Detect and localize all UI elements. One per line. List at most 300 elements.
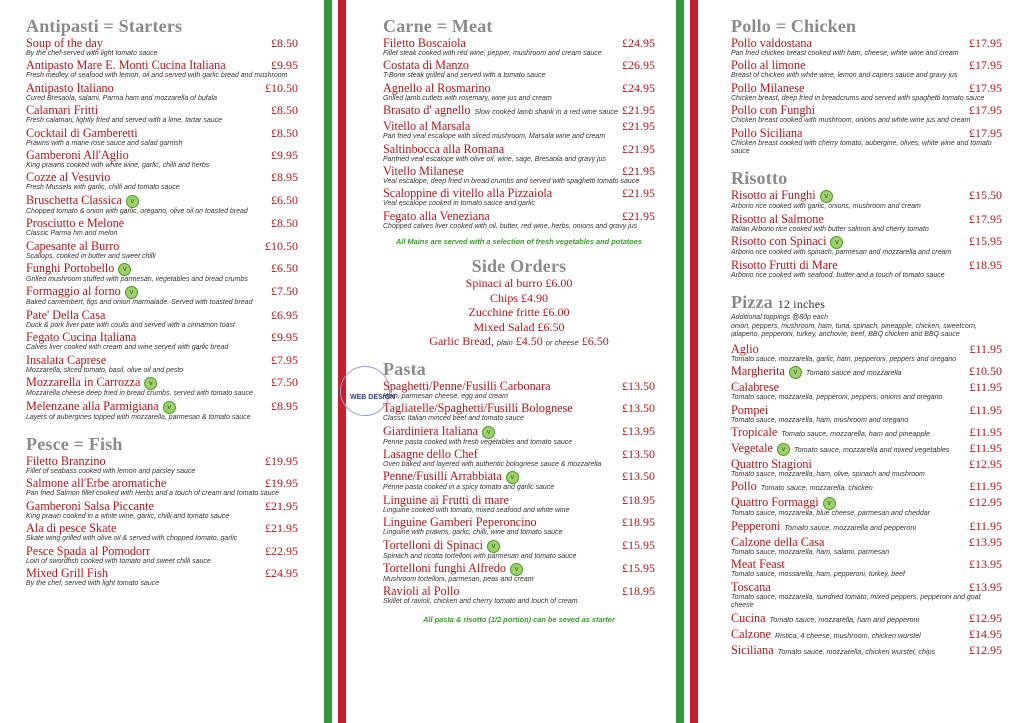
- menu-item-calzone-della-casa: [731, 535, 1002, 557]
- menu-item-margherita: [731, 364, 1002, 380]
- menu-item-price: £19.95: [265, 453, 298, 468]
- menu-item-row: [383, 493, 655, 507]
- menu-item-name: [26, 261, 131, 276]
- menu-item-row: [26, 58, 298, 72]
- menu-item-price: £8.95: [271, 170, 298, 185]
- vegetarian-icon: v: [823, 497, 836, 510]
- section-title-pasta: Pasta: [383, 358, 426, 379]
- menu-item-row: [26, 239, 298, 253]
- menu-item-mixed-grill-fish: [26, 566, 298, 588]
- menu-item-row: [26, 81, 298, 95]
- menu-item-price: £6.95: [271, 307, 298, 322]
- menu-item-description: Penne pasta cooked in a spicy tomato and garlic sauce: [383, 484, 555, 492]
- menu-item-name-text: Soup of the day: [26, 36, 103, 50]
- pollo-list: [731, 36, 1002, 156]
- menu-item-description: Mushroom tortelloni, parmesan, peas and cream: [383, 576, 534, 583]
- menu-item-name: [383, 447, 478, 461]
- menu-item-description: Tomato sauce, mozzarella, pepperoni, peppers, onions and oregano: [731, 394, 943, 402]
- menu-item-row: [731, 258, 1002, 272]
- menu-item-price: £9.95: [271, 330, 298, 345]
- menu-item-name: [26, 81, 114, 95]
- menu-item-row: [731, 364, 1002, 380]
- menu-item-risotto-con-spinaci: [731, 234, 1002, 257]
- menu-item-price: £11.95: [969, 479, 1002, 494]
- menu-item-price: £12.95: [969, 495, 1002, 510]
- menu-item-name: [383, 58, 469, 72]
- vegetarian-icon: v: [144, 377, 157, 390]
- menu-item-price: £10.50: [265, 238, 298, 253]
- menu-item-name-text: Siciliana: [731, 642, 774, 657]
- menu-item-name: [26, 103, 98, 117]
- menu-item-description: Spinach and ricotta tortelloni with parmesan and tomato sauce: [383, 552, 577, 560]
- menu-item-description: Tomato sauce, mozzarella, ham, salami, parmesan: [731, 548, 890, 556]
- menu-item-price: £11.95: [969, 341, 1002, 356]
- menu-item-price: £13.95: [969, 557, 1002, 572]
- menu-item-name: [383, 103, 618, 119]
- vegetarian-icon: v: [487, 540, 500, 553]
- menu-item-row: [731, 425, 1002, 441]
- menu-item-name-text: Tagliatelle/Spaghetti/Fusilli Bolognese: [383, 401, 573, 416]
- menu-item-name: [383, 584, 460, 598]
- menu-item-description: T-Bone steak grilled and served with a tomato sauce: [383, 72, 546, 80]
- menu-item-name-text: Linguine Gamberi Peperoncino: [383, 515, 537, 530]
- menu-item-row: [731, 627, 1002, 643]
- menu-item-name: [26, 36, 103, 50]
- menu-item-price: £13.95: [622, 423, 655, 438]
- menu-item-tortelloni-funghi-alfredo: [383, 561, 655, 584]
- menu-item-row: [731, 36, 1002, 50]
- menu-item-price: £12.95: [969, 642, 1002, 657]
- menu-item-description: Skillet of ravioli, chicken and cherry tomato and touch of cream: [383, 598, 578, 606]
- menu-item-price: £13.50: [622, 446, 655, 461]
- menu-item-price: £12.95: [969, 457, 1002, 472]
- menu-item-description: Fresh calamari, lightly fried and served with a lime, tartar sauce: [26, 117, 223, 125]
- mains-note: All Mains are served with a selection of fresh vegetables and potatoes: [395, 237, 643, 247]
- menu-column-middle: [383, 0, 655, 723]
- menu-item-insalata-caprese: [26, 353, 298, 375]
- menu-item-description: Tomato sauce, mozzarella, blue cheese, parmesan and cheddar: [731, 510, 930, 518]
- menu-item-name-text: Mozzarella in Carrozza: [26, 375, 141, 390]
- garlic-bread-price-plain: £4.50: [515, 334, 543, 349]
- menu-item-price: £8.50: [271, 125, 298, 140]
- menu-item-price: £12.95: [969, 610, 1002, 625]
- menu-item-row: [26, 284, 298, 299]
- menu-item-row: [731, 441, 1002, 457]
- menu-item-price: £17.95: [969, 211, 1002, 226]
- menu-item-row: [731, 103, 1002, 117]
- menu-item-name: [26, 148, 129, 162]
- menu-item-filetto-branzino: [26, 454, 298, 476]
- menu-item-name: [26, 330, 136, 344]
- menu-item-row: [26, 476, 298, 490]
- side-item-spinaci: Spinaci al burro £6.00: [465, 276, 573, 291]
- section-title-pizza: [731, 292, 1002, 314]
- menu-item-name-text: Filetto Boscaiola: [383, 36, 466, 50]
- menu-item-price: £21.95: [265, 521, 298, 536]
- menu-item-description: Duck & pork liver pate with coulis and served with a cinnamon toast: [26, 321, 235, 329]
- pizza-toppings-title: Additional toppings @80p each: [731, 314, 829, 322]
- menu-item-row: [383, 186, 655, 200]
- menu-item-name-text: Filetto Branzino: [26, 453, 106, 468]
- menu-item-name-text: Agnello al Rosmarino: [383, 80, 491, 95]
- menu-item-vitello-milanese: [383, 164, 655, 186]
- pasta-note: All pasta & risotto (1/2 portion) can be seved as starter: [423, 614, 615, 624]
- menu-item-price: £15.50: [969, 188, 1002, 203]
- side-item-mixed-salad: Mixed Salad £6.50: [473, 319, 565, 334]
- menu-item-row: [731, 580, 1002, 594]
- menu-item-vitello-al-marsala: [383, 119, 655, 141]
- menu-item-description: King prawn cooked in a white wine, garlic, chilli and tomato sauce: [26, 512, 230, 520]
- menu-item-row: [383, 401, 655, 415]
- menu-item-row: [383, 119, 655, 133]
- menu-item-name-text: Vegetale: [731, 441, 773, 456]
- menu-item-name-text: Meat Feast: [731, 557, 785, 572]
- garlic-bread-plain: plain: [496, 338, 513, 348]
- menu-item-price: £8.95: [271, 398, 298, 413]
- antipasti-list: [26, 36, 298, 422]
- menu-item-row: [383, 103, 655, 119]
- menu-item-description: Prawns with a marie rose sauce and salad garnish: [26, 139, 183, 147]
- menu-item-risotto-al-salmone: [731, 212, 1002, 234]
- menu-item-formaggio-al-forno: [26, 284, 298, 307]
- menu-item-toscana: [731, 580, 1002, 611]
- menu-item-description: By the chef, served with light tomato sauce: [26, 579, 160, 587]
- menu-item-name-text: Quattro Stagioni: [731, 457, 812, 472]
- menu-item-price: £21.95: [622, 119, 655, 134]
- side-item-garlic-bread: [383, 334, 655, 351]
- menu-item-description: Linguine with prawns, garlic, chilli, wine and tomato sauce: [383, 529, 563, 537]
- menu-item-tagliatelle-spaghetti-fusilli-bolognese: [383, 401, 655, 423]
- menu-item-pollo-valdostana: [731, 36, 1002, 58]
- menu-item-price: £6.50: [271, 192, 298, 207]
- menu-item-name-text: Aglio: [731, 341, 759, 356]
- menu-item-name-text: Pollo con Funghi: [731, 103, 815, 118]
- menu-item-name: [731, 103, 815, 117]
- menu-item-saltinbocca-alla-romana: [383, 142, 655, 164]
- menu-item-row: [383, 538, 655, 553]
- menu-item-price: £8.50: [271, 216, 298, 231]
- vegetarian-icon: v: [789, 366, 802, 379]
- vegetarian-icon: v: [482, 426, 495, 439]
- menu-item-name: [26, 476, 166, 490]
- menu-item-price: £18.95: [969, 257, 1002, 272]
- menu-item-costata-di-manzo: [383, 58, 655, 80]
- menu-item-row: [26, 399, 298, 414]
- menu-item-description: Tomato sauce, mozzarella, sundried tomato, mixed peppers, pepperoni and goat cheese: [731, 593, 981, 610]
- menu-item-price: £22.95: [265, 543, 298, 558]
- menu-item-name: [383, 186, 552, 200]
- menu-item-name-text: Fegato alla Veneziana: [383, 208, 490, 223]
- menu-item-name-text: Tortelloni di Spinaci: [383, 537, 484, 552]
- menu-item-description: Linguine cooked with tomato, mixed seafood and white wine: [383, 506, 570, 514]
- menu-item-description: Cured Bresaola, salami, Parma ham and mozzarella of bufala: [26, 94, 218, 102]
- menu-item-price: £18.95: [622, 515, 655, 530]
- menu-item-name: [731, 126, 802, 140]
- menu-item-price: £7.50: [271, 375, 298, 390]
- menu-item-description: Grilled lamb cutlets with rosemary, wine jus and cream: [383, 94, 552, 102]
- menu-item-name-text: Penne/Fusilli Arrabbiata: [383, 469, 502, 484]
- pizza-list: [731, 342, 1002, 659]
- menu-item-price: £10.50: [969, 364, 1002, 379]
- menu-item-price: £15.95: [969, 234, 1002, 249]
- pizza-size: 12 inches: [777, 297, 826, 312]
- menu-item-name: [731, 403, 768, 417]
- menu-item-gamberoni-salsa-piccante: [26, 499, 298, 521]
- menu-item-row: [383, 561, 655, 576]
- menu-item-giardiniera-italiana: [383, 424, 655, 447]
- menu-item-price: £10.50: [265, 80, 298, 95]
- menu-item-description: Tomato sauce, mossarella, ham, pepperoni, turkey, beef: [731, 571, 905, 579]
- pesce-list: [26, 454, 298, 588]
- menu-item-row: [26, 353, 298, 367]
- menu-item-name-text: Pollo Milanese: [731, 80, 805, 95]
- menu-item-row: [26, 126, 298, 140]
- menu-item-price: £8.50: [271, 103, 298, 118]
- menu-item-name: [731, 258, 838, 272]
- menu-item-name: [731, 495, 836, 510]
- vegetarian-icon: v: [163, 401, 176, 414]
- menu-item-calabrese: [731, 380, 1002, 402]
- menu-item-linguine-ai-frutti-di-mare: [383, 493, 655, 515]
- menu-item-description: Chicken breast cooked with cherry tomato, aubergine, olives, white wine and tomato sauce: [731, 139, 992, 156]
- menu-item-risotto-frutti-di-mare: [731, 258, 1002, 280]
- menu-item-pesce-spada-al-pomodorr: [26, 544, 298, 566]
- menu-item-row: [383, 515, 655, 529]
- menu-item-name-text: Funghi Portobello: [26, 261, 115, 276]
- vegetarian-icon: v: [820, 190, 833, 203]
- menu-item-price: £13.95: [969, 534, 1002, 549]
- menu-item-name-text: Antipasto Mare E. Monti Cucina Italiana: [26, 58, 226, 73]
- menu-item-name-text: Gamberoni All'Aglio: [26, 148, 129, 163]
- menu-item-name-text: Pollo: [731, 479, 757, 494]
- menu-item-row: [26, 170, 298, 184]
- menu-item-siciliana: [731, 643, 1002, 659]
- menu-item-description: Mozzarella, sliced tomato, basil, olive oil and pesto: [26, 366, 184, 374]
- pasta-list: [383, 379, 655, 607]
- menu-item-row: [383, 81, 655, 95]
- menu-item-name: [731, 342, 759, 356]
- menu-item-description: Tomato sauce, mozzarella, ham, mushroom and oregano: [731, 416, 909, 424]
- menu-item-calzone: [731, 627, 1002, 643]
- menu-item-pollo: [731, 479, 1002, 495]
- menu-item-name-text: Melenzane alla Parmigiana: [26, 398, 159, 413]
- menu-item-name-text: Pesce Spada al Pomodorr: [26, 543, 151, 558]
- menu-item-pompei: [731, 403, 1002, 425]
- menu-item-name-text: Calabrese: [731, 380, 780, 395]
- menu-item-name: [731, 81, 804, 95]
- menu-item-description: Layers of aubergines topped with mozzarella, parmesan & tomato sauce: [26, 413, 251, 421]
- menu-item-inline-desc: Ristica, 4 cheese, mushroom, chicken wurstel: [774, 630, 921, 640]
- risotto-list: [731, 188, 1002, 280]
- menu-item-salmone-all-erbe-aromatiche: [26, 476, 298, 498]
- garlic-bread-label: Garlic Bread,: [429, 334, 494, 349]
- menu-item-name: [26, 544, 150, 558]
- menu-item-tropicale: [731, 425, 1002, 441]
- flag-stripe-red-left: [338, 0, 346, 723]
- menu-item-name-text: Pompei: [731, 402, 769, 417]
- menu-item-price: £13.50: [622, 469, 655, 484]
- menu-item-name-text: Pollo valdostana: [731, 36, 812, 50]
- menu-item-name: [731, 425, 930, 441]
- menu-item-name: [26, 308, 105, 322]
- menu-item-price: £11.95: [969, 402, 1002, 417]
- menu-item-row: [26, 566, 298, 580]
- menu-item-pollo-con-funghi: [731, 103, 1002, 125]
- menu-item-row: [383, 424, 655, 439]
- menu-item-name: [731, 519, 916, 535]
- menu-item-name: [731, 364, 902, 380]
- menu-item-name-text: Risotto al Salmone: [731, 211, 824, 226]
- menu-item-description: Tomato sauce, mozzarella, garlic, ham, pepperoni, peppers and oregano: [731, 355, 957, 363]
- menu-item-description: King prawns cooked with white wine, garlic, chilli and herbs: [26, 162, 210, 170]
- menu-item-name: [383, 401, 573, 415]
- menu-item-filetto-boscaiola: [383, 36, 655, 58]
- menu-item-description: Arborio rice cooked with spinach, parmesan and mozzarella and cream: [731, 249, 952, 257]
- menu-item-description: Skate wing grilled with olive oil & served with chopped tomato, garlic: [26, 535, 238, 543]
- menu-item-price: £11.95: [969, 380, 1002, 395]
- menu-item-linguine-gamberi-peperoncino: [383, 515, 655, 537]
- menu-item-row: [731, 380, 1002, 394]
- menu-item-name: [731, 188, 833, 203]
- menu-item-price: £17.95: [969, 80, 1002, 95]
- menu-item-price: £17.95: [969, 36, 1002, 50]
- menu-item-name: [26, 499, 154, 513]
- vegetarian-icon: v: [125, 286, 138, 299]
- garlic-bread-price-cheese: £6.50: [581, 334, 609, 349]
- menu-item-price: £17.95: [969, 58, 1002, 73]
- menu-item-name-text: Pepperoni: [731, 518, 781, 533]
- vegetarian-icon: v: [830, 236, 843, 249]
- menu-item-description: Pan fried Salmon fillet cooked with Herbs and a touch of cream and tomato sauce: [26, 490, 279, 498]
- menu-item-name-text: Insalata Caprese: [26, 352, 107, 367]
- menu-item-cucina: [731, 611, 1002, 627]
- section-title-risotto: Risotto: [731, 168, 788, 189]
- menu-item-description: Pan fried chicken breast cooked with ham, cheese, white wine and cream: [731, 50, 959, 57]
- menu-item-name-text: Cozze al Vesuvio: [26, 170, 111, 185]
- menu-item-name: [26, 399, 176, 414]
- pizza-toppings-list: onion, peppers, mushroom, ham, tuna, spinach, pineapple, chicken, sweetcorn, jalapeno, pepperoni, turkey, anchovie, beef, BBQ chicken and BBQ sauce: [731, 322, 977, 339]
- menu-item-row: [383, 447, 655, 461]
- menu-item-price: £21.95: [622, 164, 655, 179]
- menu-item-meat-feast: [731, 557, 1002, 579]
- menu-item-price: £6.50: [271, 261, 298, 276]
- menu-item-name: [26, 170, 110, 184]
- side-item-zucchine: Zucchine fritte £6.00: [468, 305, 570, 320]
- menu-item-price: £21.95: [265, 498, 298, 513]
- menu-item-name-text: Salmone all'Erbe aromatiche: [26, 476, 167, 491]
- menu-item-prosciutto-e-melone: [26, 216, 298, 238]
- menu-item-name-text: Brasato d' agnello: [383, 103, 471, 118]
- pizza-title: Pizza: [731, 292, 773, 313]
- menu-item-name-text: Ravioli al Pollo: [383, 584, 460, 599]
- section-title-side-orders: Side Orders: [471, 256, 567, 277]
- menu-item-inline-desc: Slow cooked lamb shank in a red wine sauce: [474, 107, 618, 117]
- menu-item-price: £9.95: [271, 58, 298, 73]
- menu-item-price: £11.95: [969, 425, 1002, 440]
- menu-item-row: [26, 103, 298, 117]
- menu-item-vegetale: [731, 441, 1002, 457]
- menu-item-price: £19.95: [265, 476, 298, 491]
- menu-item-description: Fillet of seabass cooked with lemon and parsley sauce: [26, 467, 196, 475]
- vegetarian-icon: v: [126, 195, 139, 208]
- menu-item-inline-desc: Tomato sauce, mozzarella and mixed vegetables: [793, 445, 950, 455]
- menu-item-name: [383, 561, 523, 576]
- menu-item-name-text: Saltinbocca alla Romana: [383, 141, 505, 156]
- menu-item-row: [731, 457, 1002, 471]
- menu-item-antipasto-mare-e-monti-cucina-italiana: [26, 58, 298, 80]
- menu-item-name: [26, 239, 119, 253]
- menu-item-inline-desc: Tomato sauce, mozzarella and pepperoni: [784, 522, 917, 532]
- menu-item-row: [731, 643, 1002, 659]
- menu-item-name-text: Calamari Fritti: [26, 103, 99, 118]
- menu-item-row: [26, 216, 298, 230]
- menu-item-description: Chopped tomato & onion with garlic, oregano, olive oil on toasted bread: [26, 207, 248, 215]
- menu-item-description: Arborio rice cooked with seafood, butter and a touch of tomato sauce: [731, 271, 945, 279]
- menu-item-name-text: Ala di pesce Skate: [26, 521, 117, 536]
- menu-item-description: Arborio rice cooked with garlic, onions, mushroom and cream: [731, 203, 921, 211]
- carne-list: [383, 36, 655, 231]
- menu-item-row: [26, 330, 298, 344]
- menu-item-price: £14.95: [969, 626, 1002, 641]
- menu-item-description: Breast of chicken with white wine, lemon and capers sauce and gravy jus: [731, 72, 958, 80]
- menu-item-inline-desc: Tomato sauce, mozzarella, chicken: [760, 483, 873, 493]
- menu-item-name: [731, 380, 779, 394]
- menu-item-description: Baked camembert, figs and onion marmalade. Served with toasted bread: [26, 299, 253, 307]
- menu-item-inline-desc: Tomato sauce, mozzarella, ham and pineapple: [781, 429, 931, 439]
- menu-item-description: Calves liver cooked with cream and wine served with garlic bread: [26, 344, 229, 352]
- menu-item-name: [383, 379, 551, 393]
- menu-item-name-text: Vitello Milanese: [383, 164, 464, 179]
- menu-item-row: [26, 544, 298, 558]
- menu-item-name-text: Bruschetta Classica: [26, 192, 122, 207]
- menu-item-name: [731, 441, 950, 457]
- menu-item-name-text: Calzone: [731, 626, 771, 641]
- menu-item-name: [731, 457, 812, 471]
- menu-item-mozzarella-in-carrozza: [26, 375, 298, 398]
- menu-item-name-text: Cucina: [731, 610, 766, 625]
- menu-item-name: [26, 58, 226, 72]
- menu-item-name-text: Antipasto Italiano: [26, 80, 114, 95]
- menu-item-name: [26, 126, 138, 140]
- menu-item-price: £17.95: [969, 125, 1002, 140]
- menu-item-description: Fillet steak cooked with red wine, pepper, mushroom and cream sauce: [383, 50, 602, 57]
- menu-item-name: [383, 119, 470, 133]
- menu-item-name: [26, 521, 116, 535]
- menu-item-name-text: Gamberoni Salsa Piccante: [26, 498, 154, 513]
- menu-item-name-text: Tortelloni funghi Alfredo: [383, 561, 507, 575]
- vegetarian-icon: v: [506, 471, 519, 484]
- menu-item-inline-desc: Tomato sauce, mozzarella, ham and pepperoni: [769, 614, 920, 624]
- menu-item-name: [731, 611, 919, 627]
- menu-item-name-text: Pate' Della Casa: [26, 307, 106, 322]
- menu-item-row: [731, 519, 1002, 535]
- menu-item-tortelloni-di-spinaci: [383, 538, 655, 561]
- menu-item-price: £9.95: [271, 148, 298, 163]
- menu-item-description: Ham, parmesan cheese, egg and cream: [383, 392, 508, 400]
- menu-item-row: [731, 495, 1002, 510]
- menu-item-row: [26, 193, 298, 208]
- menu-item-inline-desc: Tomato sauce, mozzarella, chicken wurstel, chips: [777, 646, 936, 656]
- menu-item-price: £11.95: [969, 441, 1002, 456]
- menu-item-name: [383, 164, 464, 178]
- menu-item-row: [383, 379, 655, 393]
- menu-item-name-text: Tropicale: [731, 425, 778, 440]
- menu-item-price: £15.95: [622, 561, 655, 575]
- menu-item-name-text: Capesante al Burro: [26, 238, 120, 253]
- menu-item-name-text: Cocktail di Gamberetti: [26, 125, 138, 140]
- menu-item-fegato-alla-veneziana: [383, 209, 655, 231]
- menu-item-row: [26, 261, 298, 276]
